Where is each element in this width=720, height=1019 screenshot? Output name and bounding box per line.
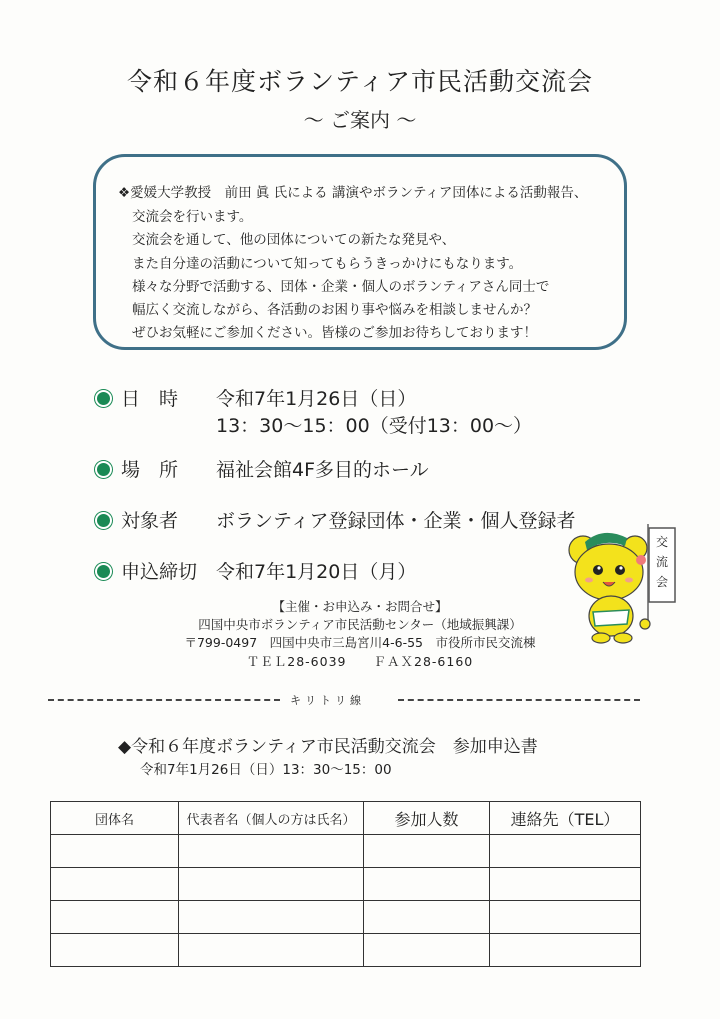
target-label: 対象者 — [121, 510, 179, 532]
column-header: 連絡先（TEL） — [490, 802, 641, 835]
bullet-icon — [95, 461, 112, 478]
table-header-row — [51, 802, 641, 835]
org-name-cell[interactable] — [51, 934, 179, 967]
attendees-cell[interactable] — [364, 835, 490, 868]
banner-char: 会 — [655, 575, 669, 589]
sponsor-address: 〒799-0497 四国中央市三島宮川4-6-55 市役所市民交流棟 — [184, 635, 536, 650]
attendees-cell[interactable] — [364, 868, 490, 901]
column-header: 参加人数 — [364, 802, 490, 835]
intro-line: ❖愛媛大学教授 前田 眞 氏による 講演やボランティア団体による活動報告、 — [118, 185, 588, 201]
form-title: ◆令和６年度ボランティア市民活動交流会 参加申込書 — [118, 737, 538, 757]
table-row — [51, 901, 641, 934]
representative-cell[interactable] — [179, 868, 364, 901]
deadline-value: 令和7年1月20日（月） — [216, 561, 417, 583]
sponsor-contact: ＴＥＬ28-6039 ＦＡＸ28-6160 — [246, 654, 474, 669]
intro-line: 様々な分野で活動する、団体・企業・個人のボランティアさん同士で — [132, 279, 550, 295]
contact-cell[interactable] — [490, 868, 641, 901]
intro-line: また自分達の活動について知ってもらうきっかけにもなります。 — [132, 256, 523, 272]
intro-box — [93, 154, 627, 350]
form-datetime: 令和7年1月26日（日）13：30～15：00 — [140, 762, 392, 778]
page-subtitle: ～ ご案内 ～ — [303, 108, 417, 132]
representative-cell[interactable] — [179, 901, 364, 934]
contact-cell[interactable] — [490, 901, 641, 934]
mascot-icon — [565, 520, 685, 650]
cut-line-label: キリトリ線 — [290, 694, 365, 707]
representative-cell[interactable] — [179, 835, 364, 868]
representative-cell[interactable] — [179, 934, 364, 967]
time-value: 13：30～15：00（受付13：00～） — [216, 415, 533, 437]
intro-line: 交流会を通して、他の団体についての新たな発見や、 — [132, 232, 456, 248]
target-value: ボランティア登録団体・企業・個人登録者 — [216, 510, 576, 532]
banner-char: 交 — [655, 535, 669, 549]
application-table — [50, 801, 641, 967]
cut-line-right — [398, 699, 640, 701]
date-label: 日 時 — [121, 388, 179, 410]
table-row — [51, 835, 641, 868]
table-row — [51, 934, 641, 967]
table-row — [51, 868, 641, 901]
org-name-cell[interactable] — [51, 868, 179, 901]
bullet-icon — [95, 563, 112, 580]
place-label: 場 所 — [121, 459, 179, 481]
column-header: 代表者名（個人の方は氏名） — [179, 802, 364, 835]
bullet-icon — [95, 390, 112, 407]
intro-line: 交流会を行います。 — [132, 209, 253, 225]
sponsor-org: 四国中央市ボランティア市民活動センター（地域振興課） — [198, 617, 522, 632]
contact-cell[interactable] — [490, 835, 641, 868]
intro-line: ぜひお気軽にご参加ください。皆様のご参加お待ちしております！ — [132, 325, 537, 341]
attendees-cell[interactable] — [364, 934, 490, 967]
column-header: 団体名 — [51, 802, 179, 835]
org-name-cell[interactable] — [51, 901, 179, 934]
bullet-icon — [95, 512, 112, 529]
deadline-label: 申込締切 — [121, 561, 198, 583]
attendees-cell[interactable] — [364, 901, 490, 934]
banner-char: 流 — [655, 555, 669, 569]
cut-line-left — [48, 699, 280, 701]
page-title: 令和６年度ボランティア市民活動交流会 — [126, 67, 593, 96]
org-name-cell[interactable] — [51, 835, 179, 868]
intro-line: 幅広く交流しながら、各活動のお困り事や悩みを相談しませんか？ — [132, 302, 537, 318]
contact-cell[interactable] — [490, 934, 641, 967]
date-value: 令和7年1月26日（日） — [216, 388, 417, 410]
sponsor-heading: 【主催・お申込み・お問合せ】 — [272, 599, 448, 614]
place-value: 福祉会館4F多目的ホール — [216, 459, 429, 481]
